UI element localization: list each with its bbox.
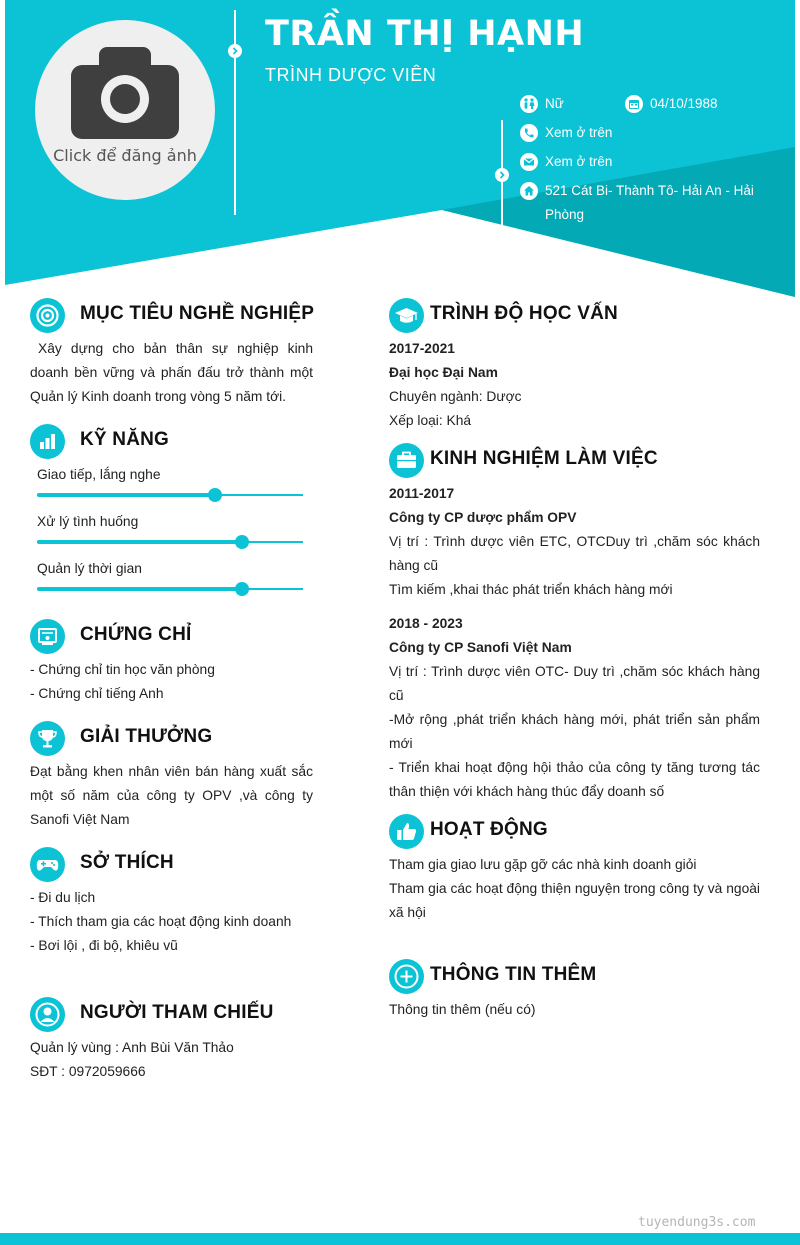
education-period: 2017-2021 (389, 341, 455, 356)
gender-icon (520, 95, 538, 113)
job-description: Tìm kiếm ,khai thác phát triển khách hàng mới (389, 582, 673, 597)
job-description: - Triển khai hoạt động hội thảo của công ty tăng tương tác thân thiện với khách hàng thúc đẩy doanh số (389, 760, 760, 799)
bar-chart-icon (30, 424, 65, 459)
photo-upload[interactable] (35, 20, 215, 200)
skill-bar (37, 494, 303, 496)
candidate-name: TRẦN THỊ HẠNH (265, 14, 585, 54)
graduation-cap-icon (389, 298, 424, 333)
certificates-title: CHỨNG CHỈ (80, 624, 192, 645)
skill-bar-fill (37, 493, 215, 497)
address-value: 521 Cát Bi- Thành Tô- Hải An - Hải Phòng (545, 183, 754, 222)
thumbs-up-icon (389, 814, 424, 849)
address-row (520, 179, 770, 229)
extra-info-title: THÔNG TIN THÊM (430, 964, 597, 985)
chevron-right-icon (228, 44, 242, 58)
header-divider (234, 10, 236, 215)
skill-label: Quản lý thời gian (37, 561, 142, 576)
skill-bar (37, 541, 303, 543)
skill-label: Xử lý tình huống (37, 514, 139, 529)
gender-row (520, 92, 630, 116)
activity-item: Tham gia các hoạt động thiện nguyện trong công ty và ngoài xã hội (389, 881, 760, 920)
reference-phone: SĐT : 0972059666 (30, 1064, 146, 1079)
certificate-item: - Chứng chỉ tiếng Anh (30, 686, 164, 701)
watermark: tuyendung3s.com (638, 1215, 756, 1230)
education-major: Chuyên ngành: Dược (389, 389, 522, 404)
job-period: 2011-2017 (389, 486, 455, 501)
awards-title: GIẢI THƯỞNG (80, 726, 213, 747)
skill-bar-knob (235, 582, 249, 596)
phone-icon (520, 124, 538, 142)
extra-info-text: Thông tin thêm (nếu có) (389, 1002, 536, 1017)
activities-title: HOẠT ĐỘNG (430, 819, 548, 840)
candidate-role: TRÌNH DƯỢC VIÊN (265, 65, 437, 85)
dob-value: 04/10/1988 (650, 96, 718, 111)
phone-row (520, 121, 760, 145)
plus-icon (389, 959, 424, 994)
reference-line: Quản lý vùng : Anh Bùi Văn Thảo (30, 1040, 234, 1055)
phone-value: Xem ở trên (545, 125, 613, 140)
job-description: Vị trí : Trình dược viên ETC, OTCDuy trì ,chăm sóc khách hàng cũ (389, 534, 760, 573)
experience-title: KINH NGHIỆM LÀM VIỆC (430, 448, 658, 469)
job-description: -Mở rộng ,phát triển khách hàng mới, phát triển sản phẩm mới (389, 712, 760, 751)
skills-title: KỸ NĂNG (80, 429, 170, 450)
hobby-item: - Thích tham gia các hoạt động kinh doanh (30, 914, 292, 929)
email-value: Xem ở trên (545, 154, 613, 169)
calendar-icon (625, 95, 643, 113)
activity-item: Tham gia giao lưu gặp gỡ các nhà kinh doanh giỏi (389, 857, 697, 872)
education-school: Đại học Đại Nam (389, 365, 498, 380)
skill-bar-fill (37, 540, 242, 544)
references-title: NGƯỜI THAM CHIẾU (80, 1002, 274, 1023)
education-title: TRÌNH ĐỘ HỌC VẤN (430, 303, 618, 324)
job-description: Vị trí : Trình dược viên OTC- Duy trì ,chăm sóc khách hàng cũ (389, 664, 760, 703)
skill-bar-knob (235, 535, 249, 549)
awards-text: Đạt bằng khen nhân viên bán hàng xuất sắc một số năm của công ty OPV ,và công ty Sanofi Việt Nam (30, 764, 313, 827)
chevron-right-icon (495, 168, 509, 182)
job-company: Công ty CP dược phẩm OPV (389, 510, 577, 525)
job-period: 2018 - 2023 (389, 616, 463, 631)
skill-bar-knob (208, 488, 222, 502)
objective-title: MỤC TIÊU NGHỀ NGHIỆP (80, 303, 315, 324)
job-company: Công ty CP Sanofi Việt Nam (389, 640, 572, 655)
education-grade: Xếp loại: Khá (389, 413, 472, 428)
certificate-item: - Chứng chỉ tin học văn phòng (30, 662, 215, 677)
user-icon (30, 997, 65, 1032)
dob-row (625, 92, 765, 116)
hobby-item: - Đi du lịch (30, 890, 96, 905)
objective-text: Xây dựng cho bản thân sự nghiệp kinh doanh bền vững và phấn đấu trở thành một Quản lý Kinh doanh trong vòng 5 năm tới. (30, 341, 313, 404)
hobby-item: - Bơi lội , đi bộ, khiêu vũ (30, 938, 178, 953)
target-icon (30, 298, 65, 333)
skill-label: Giao tiếp, lắng nghe (37, 467, 161, 482)
skill-bar (37, 588, 303, 590)
email-row (520, 150, 760, 174)
email-icon (520, 153, 538, 171)
hobbies-title: SỞ THÍCH (80, 852, 174, 873)
photo-caption: Click để đăng ảnh (53, 146, 197, 165)
trophy-icon (30, 721, 65, 756)
home-icon (520, 182, 538, 200)
certificate-icon (30, 619, 65, 654)
gender-value: Nữ (545, 96, 564, 111)
camera-icon (71, 47, 179, 139)
gamepad-icon (30, 847, 65, 882)
footer-bar (0, 1233, 800, 1245)
skill-bar-fill (37, 587, 242, 591)
briefcase-icon (389, 443, 424, 478)
